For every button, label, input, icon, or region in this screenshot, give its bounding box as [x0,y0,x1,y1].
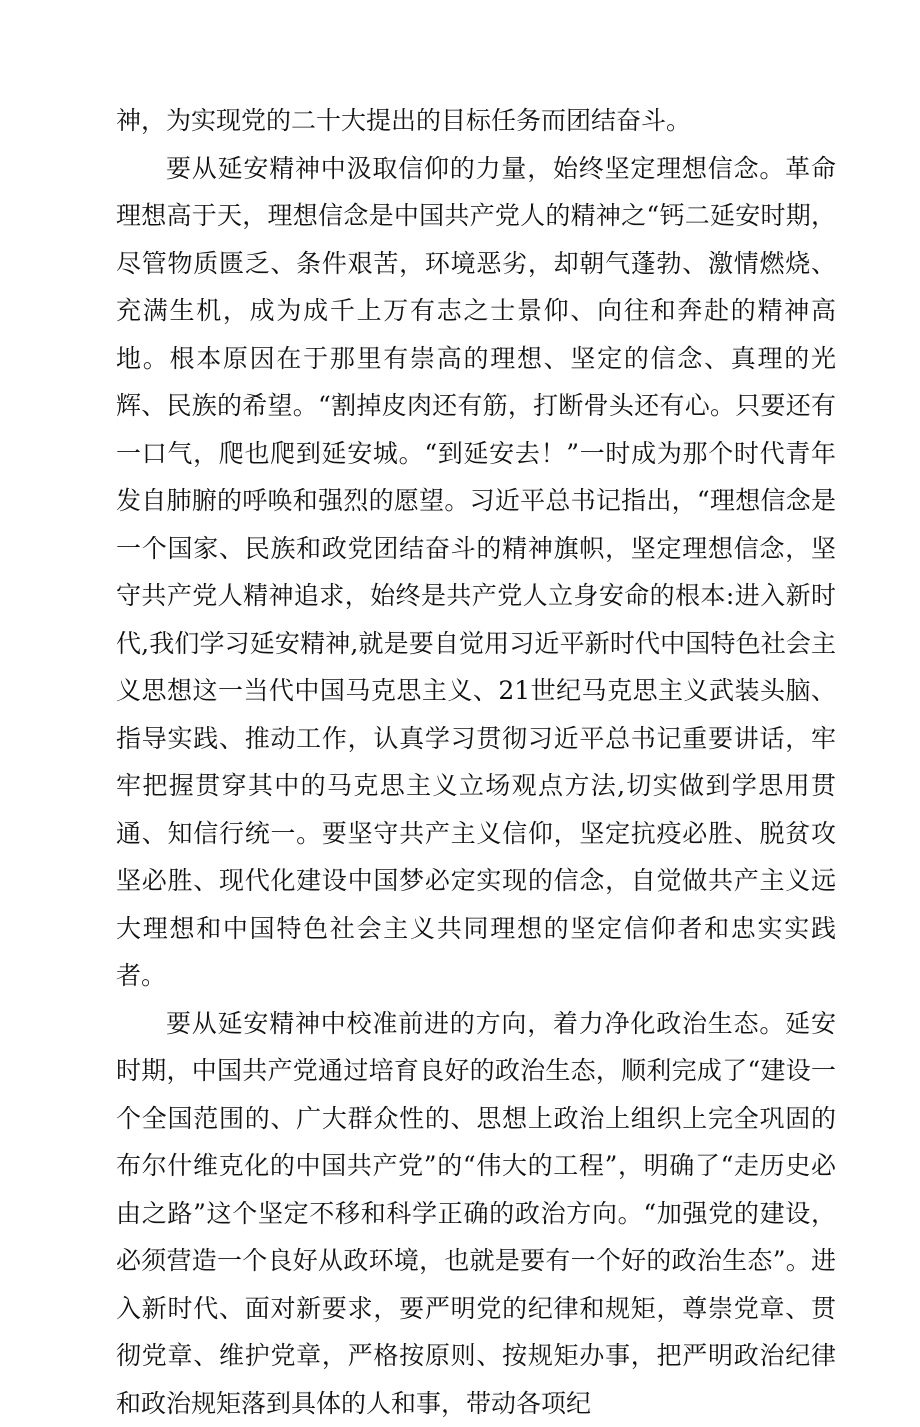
document-body [116,97,836,1427]
paragraph-continuation: 神，为实现党的二十大提出的目标任务而团结奋斗。 [116,97,836,145]
paragraph-political-ecology: 要从延安精神中校准前进的方向，着力净化政治生态。延安时期，中国共产党通过培育良好的政治生态，顺利完成了“建设一个全国范围的、广大群众性的、思想上政治上组织上完全巩固的布尔什维克化的中国共产党”的“伟大的工程”，明确了“走历史必由之路”这个坚定不移和科学正确的政治方向。“加强党的建设，必须营造一个良好从政环境，也就是要有一个好的政治生态”。进入新时代、面对新要求，要严明党的纪律和规矩，尊崇党章、贯彻党章、维护党章，严格按原则、按规矩办事，把严明政治纪律和政治规矩落到具体的人和事，带动各项纪 [116,1000,836,1427]
paragraph-ideals-and-beliefs: 要从延安精神中汲取信仰的力量，始终坚定理想信念。革命理想高于天，理想信念是中国共产党人的精神之“钙二延安时期，尽管物质匮乏、条件艰苦，环境恶劣，却朝气蓬勃、激情燃烧、充满生机，成为成千上万有志之士景仰、向往和奔赴的精神高地。根本原因在于那里有崇高的理想、坚定的信念、真理的光辉、民族的希望。“割掉皮肉还有筋，打断骨头还有心。只要还有一口气，爬也爬到延安城。“到延安去！”一时成为那个时代青年发自肺腑的呼唤和强烈的愿望。习近平总书记指出，“理想信念是一个国家、民族和政党团结奋斗的精神旗帜，坚定理想信念，坚守共产党人精神追求，始终是共产党人立身安命的根本:进入新时代,我们学习延安精神,就是要自觉用习近平新时代中国特色社会主义思想这一当代中国马克思主义、21世纪马克思主义武装头脑、指导实践、推动工作，认真学习贯彻习近平总书记重要讲话，牢牢把握贯穿其中的马克思主义立场观点方法,切实做到学思用贯通、知信行统一。要坚守共产主义信仰，坚定抗疫必胜、脱贫攻坚必胜、现代化建设中国梦必定实现的信念，自觉做共产主义远大理想和中国特色社会主义共同理想的坚定信仰者和忠实实践者。 [116,145,836,1000]
